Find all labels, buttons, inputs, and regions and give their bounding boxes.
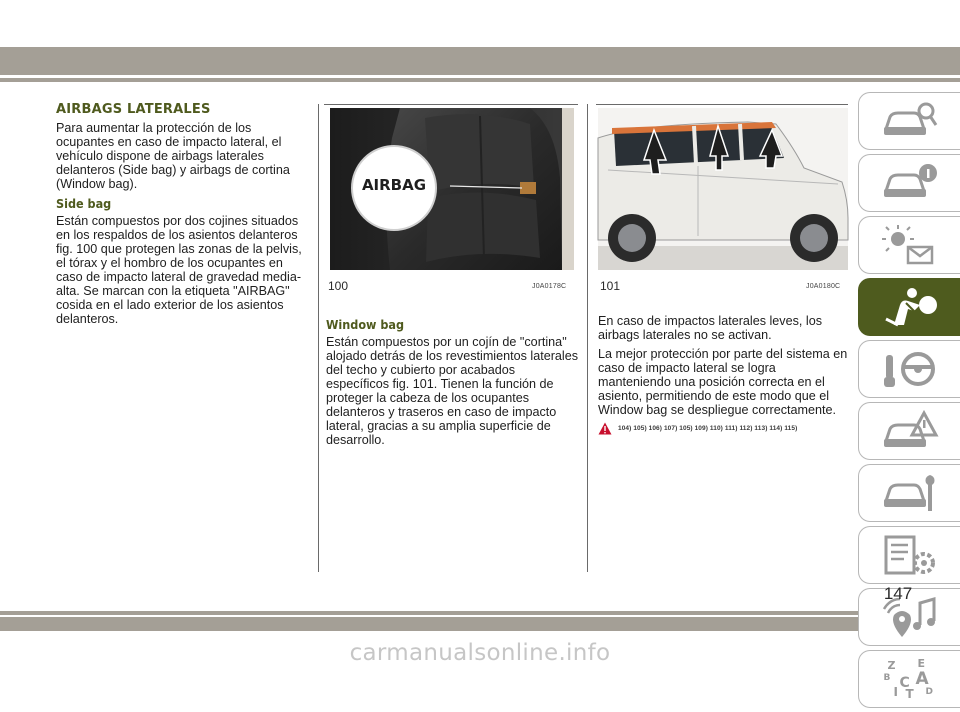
- index-letter: B: [883, 673, 891, 683]
- lights-message-icon: [880, 223, 940, 267]
- column-right-text: [598, 314, 848, 435]
- index-letter: A: [915, 669, 929, 689]
- top-header-rule: [0, 78, 960, 82]
- tab-safety[interactable]: [858, 278, 960, 336]
- column-divider: [587, 104, 588, 572]
- tab-technical-data[interactable]: [858, 526, 960, 584]
- figure-top-rule: [324, 104, 578, 105]
- tab-starting-driving[interactable]: [858, 340, 960, 398]
- watermark: carmanualsonline.info: [349, 640, 611, 666]
- airbag-label: AIRBAG: [361, 176, 427, 194]
- window-bag-heading: Window bag: [326, 317, 405, 332]
- column-divider: [318, 104, 319, 572]
- top-header-band: [0, 47, 960, 75]
- car-wrench-icon: [880, 471, 940, 515]
- car-info-icon: [880, 161, 940, 205]
- warning-triangle-icon: [598, 422, 612, 435]
- index-letter: E: [917, 657, 926, 670]
- light-impact-paragraph: En caso de impactos laterales leves, los airbags laterales no se activan.: [598, 314, 823, 342]
- figure-100-code: J0A0178C: [532, 283, 567, 290]
- index-letter: D: [925, 687, 933, 697]
- tab-emergency[interactable]: [858, 402, 960, 460]
- specs-gear-icon: [880, 533, 940, 577]
- suv-illustration: [598, 108, 848, 270]
- column-middle-text: [326, 312, 578, 452]
- chapter-tabs: [858, 92, 960, 712]
- column-left: [56, 102, 312, 331]
- side-bag-heading: Side bag: [56, 196, 112, 211]
- intro-paragraph: Para aumentar la protección de los ocupantes en caso de impacto lateral, el vehículo dispone de airbags laterales delanteros (Side bag) y airbags de cortina (Window bag).: [56, 121, 290, 191]
- bottom-footer-band: [0, 617, 960, 631]
- figure-101-code: J0A0180C: [806, 283, 841, 290]
- side-bag-paragraph: Están compuestos por dos cojines situados en los respaldos de los asientos delanteros fig. 100 que protegen las zonas de la pelvis, el tórax y el hombro de los ocupantes en caso de impacto lateral de gravedad media-alta. Se marcan con la etiqueta "AIRBAG" cosida en el lado exterior de los asientos delanteros.: [56, 214, 302, 326]
- figure-101-car-photo: [598, 108, 848, 270]
- tab-lights[interactable]: [858, 216, 960, 274]
- index-letter: I: [893, 685, 898, 699]
- warning-reference-list: 104) 105) 106) 107) 105) 109) 110) 111) 112) 113) 114) 115): [618, 425, 798, 432]
- figure-100-seat-photo: [330, 108, 574, 270]
- seat-airbag-icon: [880, 285, 940, 329]
- warning-references: [598, 422, 848, 435]
- car-search-icon: [880, 99, 940, 143]
- index-letter: T: [905, 687, 914, 701]
- figure-101-number: 101: [600, 279, 621, 293]
- index-letter: Z: [887, 659, 896, 672]
- tab-dashboard[interactable]: [858, 154, 960, 212]
- page-number: 147: [883, 584, 913, 603]
- tab-servicing[interactable]: [858, 464, 960, 522]
- car-warning-icon: [880, 409, 940, 453]
- figure-top-rule: [596, 104, 848, 105]
- tab-getting-to-know[interactable]: [858, 92, 960, 150]
- window-bag-paragraph: Están compuestos por un cojín de "cortina" alojado detrás de los revestimientos laterales del techo y cubierto por acabados específicos fig. 101. Tienen la función de proteger la cabeza de los ocupantes delanteros y traseros en caso de impacto lateral, gracias a su amplia superficie de desarrollo.: [326, 335, 579, 447]
- bottom-footer-rule: [0, 611, 960, 615]
- key-steering-wheel-icon: [880, 347, 940, 391]
- index-letter: C: [899, 675, 910, 691]
- figure-100-number: 100: [328, 279, 349, 293]
- best-protection-paragraph: La mejor protección por parte del sistema en caso de impacto lateral se logra manteniendo una posición correcta en el asiento, permitiendo de este modo que el Window bag se despliegue correctamente.: [598, 347, 848, 417]
- section-title: AIRBAGS LATERALES: [56, 102, 211, 117]
